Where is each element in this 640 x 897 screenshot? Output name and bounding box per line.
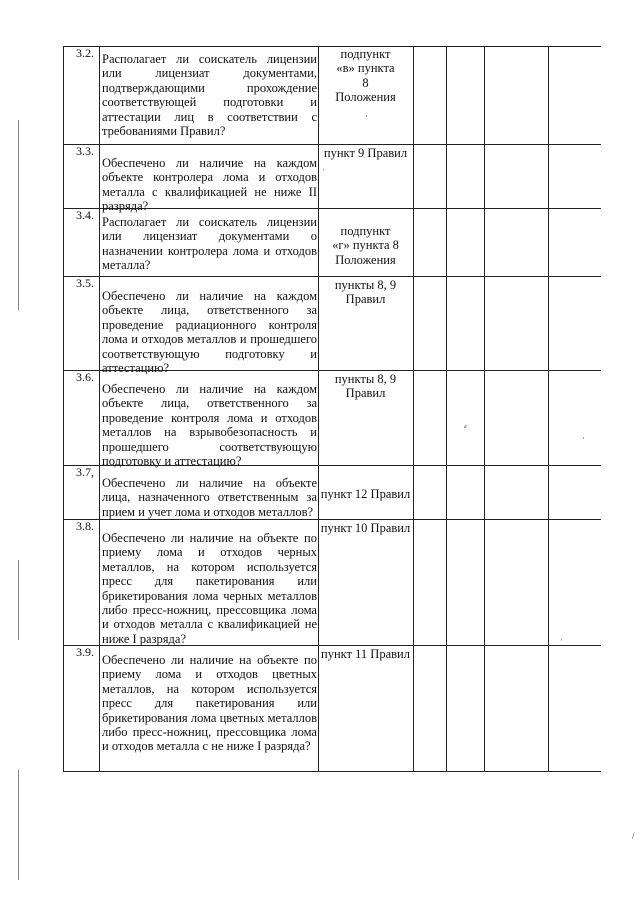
- scan-speck: ·: [365, 111, 368, 121]
- row-number: 3.8.: [76, 519, 94, 533]
- row-question: Располагает ли соискатель лицензии или лицензиат документами, подтверждающими прохождение соответствующей подготовки и аттестации лиц в соответствии с требованиями Правил?: [102, 52, 317, 139]
- table-row-divider: [63, 771, 601, 772]
- row-question: Обеспечено ли наличие на каждом объекте контролера лома и отходов металла с квалификацией не ниже II разряда?: [102, 156, 317, 214]
- table-row-divider: [63, 276, 601, 277]
- row-reference: подпункт «в» пункта 8 Положения: [335, 47, 396, 105]
- scan-speck: ⸗: [464, 421, 467, 431]
- row-question: Обеспечено ли наличие на каждом объекте лица, ответственного за проведение радиационного контроля лома и отходов металлов и прошедшего соответствующую подготовку и аттестацию?: [102, 289, 317, 376]
- row-reference: пункт 10 Правил: [320, 521, 411, 535]
- table-column-divider: [484, 46, 485, 771]
- row-question: Обеспечено ли наличие на объекте по приему лома и отходов цветных металлов, на котором используется пресс для пакетирования или брикетирования лома цветных металлов либо пресс-ножниц, прессовщика лома и отходов металла с не ниже I разряда?: [102, 653, 317, 754]
- row-question: Обеспечено ли наличие на каждом объекте лица, ответственного за проведение контроля лома и отходов металлов на взрывобезопасность и прошедшего соответствующую подготовку и аттестацию?: [102, 382, 317, 469]
- scan-margin-line: [18, 560, 19, 640]
- scan-speck: ·: [582, 433, 585, 443]
- row-number: 3.9.: [76, 645, 94, 659]
- row-question: Обеспечено ли наличие на объекте по приему лома и отходов черных металлов, на котором используется пресс для пакетирования или брикетирования лома черных металлов либо пресс-ножниц, прессовщика лома и отходов металла с квалификацией не ниже I разряда?: [102, 531, 317, 646]
- table-column-divider: [446, 46, 447, 771]
- row-number: 3.2.: [76, 46, 94, 60]
- row-reference: пункт 9 Правил: [323, 146, 408, 160]
- scan-speck: ˒: [322, 163, 325, 173]
- row-number: 3.5.: [76, 276, 94, 290]
- table-row-divider: [63, 144, 601, 145]
- row-reference: пункт 11 Правил: [321, 647, 410, 661]
- row-reference: подпункт «г» пункта 8 Положения: [332, 224, 399, 267]
- scan-speck: /: [632, 831, 635, 841]
- row-reference: пункты 8, 9 Правил: [334, 278, 397, 307]
- row-number: 3.4.: [76, 208, 94, 222]
- scan-margin-line: [18, 770, 19, 880]
- row-question: Обеспечено ли наличие на объекте лица, назначенного ответственным за прием и учет лома и отходов металлов?: [102, 476, 317, 519]
- row-question: Располагает ли соискатель лицензии или лицензиат документами о назначении контролера лома и отходов металла?: [102, 215, 317, 273]
- row-number: 3.7,: [76, 465, 94, 479]
- table-column-divider: [413, 46, 414, 771]
- table-border-left: [63, 46, 64, 771]
- scan-speck: ˒: [560, 633, 563, 643]
- row-reference: пункт 12 Правил: [320, 487, 411, 501]
- row-number: 3.3.: [76, 144, 94, 158]
- row-reference: пункты 8, 9 Правил: [334, 372, 397, 401]
- scan-margin-line: [18, 120, 19, 310]
- table-column-divider: [548, 46, 549, 771]
- row-number: 3.6.: [76, 370, 94, 384]
